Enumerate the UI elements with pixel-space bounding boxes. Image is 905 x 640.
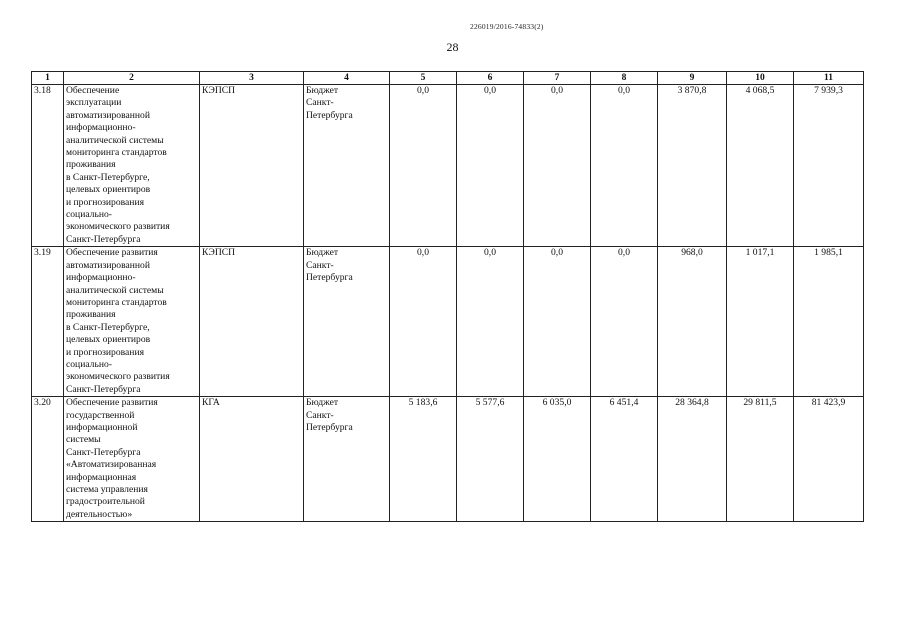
row-value: 0,0 <box>591 247 658 397</box>
document-id: 226019/2016-74833(2) <box>470 22 544 31</box>
page-number: 28 <box>446 40 459 54</box>
row-value: 6 451,4 <box>591 397 658 522</box>
column-header: 7 <box>524 72 591 85</box>
column-header: 6 <box>457 72 524 85</box>
column-header: 9 <box>658 72 727 85</box>
table-row <box>32 85 864 247</box>
row-value: 0,0 <box>457 85 524 247</box>
column-header: 1 <box>32 72 64 85</box>
row-description: Обеспечение развития автоматизированной информационно- аналитической системы мониторинга стандартов проживания в Санкт-Петербурге, целевых ориентиров и прогнозирования социально- экономического развития Санкт-Петербурга <box>64 247 200 397</box>
row-value: 0,0 <box>524 85 591 247</box>
row-value: 29 811,5 <box>727 397 794 522</box>
column-header: 4 <box>304 72 390 85</box>
row-funding-source: Бюджет Санкт- Петербурга <box>304 247 390 397</box>
row-number: 3.19 <box>32 247 64 397</box>
row-description: Обеспечение эксплуатации автоматизированной информационно- аналитической системы мониторинга стандартов проживания в Санкт-Петербурге, целевых ориентиров и прогнозирования социально- экономического развития Санкт-Петербурга <box>64 85 200 247</box>
row-value: 0,0 <box>390 85 457 247</box>
row-value: 6 035,0 <box>524 397 591 522</box>
budget-table <box>31 71 864 522</box>
table-row <box>32 397 864 522</box>
row-number: 3.20 <box>32 397 64 522</box>
row-total: 81 423,9 <box>794 397 864 522</box>
row-value: 28 364,8 <box>658 397 727 522</box>
row-value: 0,0 <box>591 85 658 247</box>
column-header: 2 <box>64 72 200 85</box>
row-total: 7 939,3 <box>794 85 864 247</box>
row-value: 4 068,5 <box>727 85 794 247</box>
row-funding-source: Бюджет Санкт- Петербурга <box>304 85 390 247</box>
row-funding-source: Бюджет Санкт- Петербурга <box>304 397 390 522</box>
column-header: 8 <box>591 72 658 85</box>
row-value: 0,0 <box>457 247 524 397</box>
row-executor: КЭПСП <box>200 247 304 397</box>
row-value: 968,0 <box>658 247 727 397</box>
table-header-row <box>32 72 864 85</box>
row-value: 5 577,6 <box>457 397 524 522</box>
row-executor: КЭПСП <box>200 85 304 247</box>
column-header: 3 <box>200 72 304 85</box>
row-number: 3.18 <box>32 85 64 247</box>
row-total: 1 985,1 <box>794 247 864 397</box>
column-header: 5 <box>390 72 457 85</box>
column-header: 10 <box>727 72 794 85</box>
column-header: 11 <box>794 72 864 85</box>
row-description: Обеспечение развития государственной информационной системы Санкт-Петербурга «Автоматизированная информационная система управления градостроительной деятельностью» <box>64 397 200 522</box>
table-row <box>32 247 864 397</box>
row-value: 1 017,1 <box>727 247 794 397</box>
row-value: 0,0 <box>390 247 457 397</box>
row-value: 3 870,8 <box>658 85 727 247</box>
row-executor: КГА <box>200 397 304 522</box>
row-value: 0,0 <box>524 247 591 397</box>
row-value: 5 183,6 <box>390 397 457 522</box>
